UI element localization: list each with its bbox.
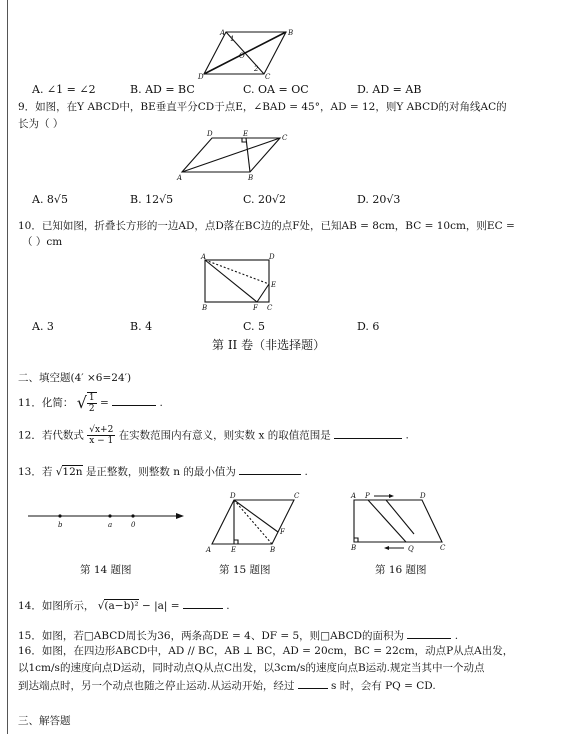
q8-label-2: 2 — [254, 65, 259, 73]
q9-stem-line2: 长为（ ） — [18, 118, 64, 130]
q14-row: 14．如图所示， √(a−b)² − |a| = . — [18, 600, 230, 612]
q16-stem-line2: 以1cm/s的速度向点D运动，同时动点Q从点C出发，以3cm/s的速度向点B运动.规定当其中一个动点 — [18, 662, 485, 674]
q16-label-d: D — [420, 492, 426, 500]
q16-label-p: P — [365, 492, 370, 500]
q9-label-d: D — [207, 130, 213, 138]
q9-option-b: B. 12√5 — [130, 193, 174, 206]
q9-option-c: C. 20√2 — [243, 193, 287, 206]
q16-stem-line3b: s 时，会有 PQ = CD. — [331, 680, 436, 692]
q10-stem-line2: （ ）cm — [22, 236, 63, 248]
q11-radical: √ $\frac{1}{2}$ — [76, 393, 95, 414]
q14-label-a: a — [108, 521, 113, 529]
fig16-caption: 第 16 题图 — [375, 564, 427, 576]
q14-suffix: − |a| = — [141, 600, 180, 612]
q13-row: 13．若 √12n 是正整数，则整数 n 的最小值为 . — [18, 466, 308, 478]
q10-option-c: C. 5 — [243, 320, 266, 333]
q8-label-a: A — [220, 29, 226, 37]
q9-label-e: E — [243, 130, 249, 138]
volume-two-heading: 第 II 卷（非选择题） — [212, 338, 326, 352]
q16-label-a: A — [351, 492, 357, 500]
q10-label-c: C — [267, 304, 273, 312]
q8-option-c: C. OA = OC — [243, 83, 309, 96]
q10-stem-line1: 10．已知如图，折叠长方形的一边AD，点D落在BC边的点F处，已知AB = 8cm，BC = 10cm，则EC = — [18, 220, 515, 232]
q10-option-a: A. 3 — [32, 320, 54, 333]
q8-figure — [192, 28, 296, 80]
q10-label-a: A — [201, 253, 207, 261]
q12-answer-blank[interactable] — [334, 428, 402, 439]
q12-suffix: 在实数范围内有意义，则实数 x 的取值范围是 — [118, 429, 331, 442]
q9-label-a: A — [177, 174, 183, 182]
q10-option-b: B. 4 — [130, 320, 153, 333]
q14-number-line-figure — [26, 508, 186, 534]
q14-answer-blank[interactable] — [183, 598, 223, 609]
q16-label-q: Q — [408, 545, 414, 553]
section-three-heading: 三、解答题 — [18, 715, 71, 727]
page-margin-line — [7, 0, 8, 734]
q12-row: 12．若代数式 $\frac{√x+2}{x - 1}$ 在实数范围内有意义，则实数 x 的取值范围是 . — [18, 425, 409, 446]
q8-label-1: 1 — [230, 35, 235, 43]
q10-label-e: E — [271, 281, 277, 289]
q13-suffix: 是正整数，则整数 n 的最小值为 — [85, 466, 236, 478]
q9-stem-line1: 9．如图，在Y ABCD中，BE垂直平分CD于点E，∠BAD = 45°，AD = 12，则Y ABCD的对角线AC的 — [18, 101, 507, 113]
q16-stem-line3a: 到达端点时，另一个动点也随之停止运动.从运动开始，经过 — [18, 680, 295, 692]
q8-option-d: D. AD = AB — [357, 83, 422, 96]
q8-label-o: O — [239, 52, 245, 60]
q8-option-b: B. AD = BC — [130, 83, 195, 96]
q14-label-b: b — [58, 521, 63, 529]
q10-label-f: F — [253, 304, 258, 312]
q15-label-d: D — [230, 492, 236, 500]
q15-label-c: C — [294, 492, 300, 500]
q15-label-b: B — [270, 546, 276, 554]
q15-label-e: E — [231, 546, 237, 554]
q16-label-c: C — [440, 544, 446, 552]
q9-figure — [176, 128, 288, 182]
q16-row3 — [18, 678, 436, 693]
q12-denominator: x − 1 — [89, 436, 114, 446]
q16-label-b: B — [351, 544, 357, 552]
q16-answer-blank[interactable] — [298, 678, 328, 689]
q11-row: 11．化简： √ $\frac{1}{2}$ = . — [18, 393, 163, 414]
q15-answer-blank[interactable] — [407, 628, 451, 639]
q14-prefix: 14．如图所示， — [18, 600, 95, 612]
q10-figure — [199, 252, 283, 312]
section-two-heading: 二、填空题(4′ ×6=24′) — [18, 372, 132, 384]
q14-radicand: (a−b)² — [104, 600, 139, 612]
q13-prefix: 13．若 — [18, 466, 53, 478]
q11-answer-blank[interactable] — [112, 395, 156, 406]
q9-option-d: D. 20√3 — [357, 193, 401, 206]
q12-prefix: 12．若代数式 — [18, 429, 84, 442]
q8-label-d: D — [198, 73, 204, 80]
q15-row: 15．如图，若□ABCD周长为36，两条高DE = 4、DF = 5，则□ABCD的面积为 . — [18, 630, 459, 642]
q16-stem-line1: 16．如图，在四边形ABCD中，AD // BC，AB ⊥ BC，AD = 20cm，BC = 22cm，动点P从点A出发， — [18, 645, 514, 657]
q13-answer-blank[interactable] — [239, 464, 301, 475]
fig14-caption: 第 14 题图 — [80, 564, 132, 576]
q15-label-a: A — [206, 546, 212, 554]
q8-label-b: B — [288, 29, 294, 37]
q11-numerator: 1 — [88, 393, 95, 403]
q9-label-b: B — [248, 174, 254, 182]
q9-label-c: C — [282, 134, 288, 142]
q16-figure — [346, 490, 450, 554]
q10-option-d: D. 6 — [357, 320, 380, 333]
q10-label-b: B — [202, 304, 208, 312]
q8-option-a: A. ∠1 = ∠2 — [32, 83, 96, 96]
q11-denominator: 2 — [88, 404, 95, 414]
q11-equals: = — [100, 397, 109, 409]
q15-figure — [202, 490, 306, 554]
q13-radicand: 12n — [62, 466, 83, 478]
q15-label-f: F — [280, 528, 285, 536]
q11-prefix: 11．化简： — [18, 397, 74, 409]
q12-numerator: √x+2 — [89, 425, 114, 435]
q14-label-zero: 0 — [131, 521, 136, 529]
q10-label-d: D — [269, 253, 275, 261]
q8-label-c: C — [265, 73, 271, 80]
fig15-caption: 第 15 题图 — [219, 564, 271, 576]
q15-stem: 15．如图，若□ABCD周长为36，两条高DE = 4、DF = 5，则□ABCD的面积为 — [18, 630, 405, 642]
q9-option-a: A. 8√5 — [32, 193, 68, 206]
